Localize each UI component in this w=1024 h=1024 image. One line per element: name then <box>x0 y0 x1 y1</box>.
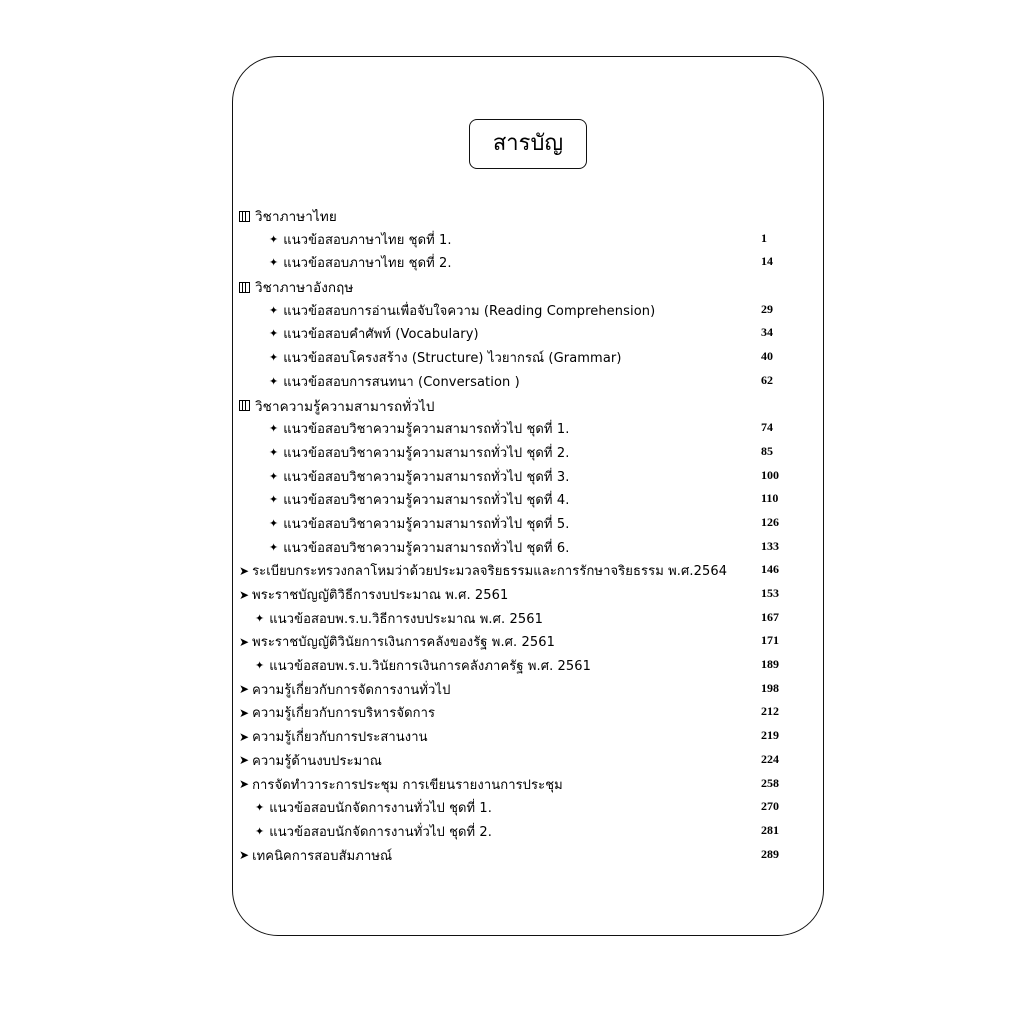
toc-entry-label: ระเบียบกระทรวงกลาโหมว่าด้วยประมวลจริยธรรมและการรักษาจริยธรรม พ.ศ.2564 <box>252 564 728 580</box>
diamond-bullet-icon: ✦ <box>255 801 265 815</box>
toc-entry-page: 40 <box>761 349 773 364</box>
toc-entry[interactable] <box>233 418 825 442</box>
toc-entry[interactable] <box>233 726 825 750</box>
toc-entry-label: แนวข้อสอบวิชาความรู้ความสามารถทั่วไป ชุดที่ 5. <box>283 516 570 532</box>
toc-entry-label: แนวข้อสอบนักจัดการงานทั่วไป ชุดที่ 2. <box>269 824 493 840</box>
toc-entry-page: 224 <box>761 751 779 766</box>
toc-entry-label: แนวข้อสอบวิชาความรู้ความสามารถทั่วไป ชุดที่ 6. <box>283 540 570 556</box>
toc-entry-label: แนวข้อสอบการสนทนา (Conversation ) <box>283 374 520 390</box>
diamond-bullet-icon: ✦ <box>269 469 279 483</box>
toc-entry-page: 74 <box>761 420 773 435</box>
book-icon <box>239 282 250 293</box>
toc-entry-page: 153 <box>761 586 779 600</box>
toc-entry[interactable] <box>233 323 825 347</box>
arrow-bullet-icon: ➤ <box>239 563 250 578</box>
diamond-bullet-icon: ✦ <box>269 540 279 554</box>
toc-entry-page: 167 <box>761 609 779 624</box>
toc-entry[interactable] <box>233 797 825 821</box>
toc-entry-label: เทคนิคการสอบสัมภาษณ์ <box>252 848 393 864</box>
diamond-bullet-icon: ✦ <box>269 374 279 388</box>
toc-entry-label: แนวข้อสอบภาษาไทย ชุดที่ 1. <box>283 232 452 248</box>
toc-entry-label: แนวข้อสอบวิชาความรู้ความสามารถทั่วไป ชุดที่ 3. <box>283 469 570 485</box>
toc-entry-page: 219 <box>761 728 779 743</box>
toc-entry-page: 258 <box>761 775 779 790</box>
toc-entry[interactable] <box>233 252 825 276</box>
toc-entry-page: 133 <box>761 538 779 553</box>
toc-entry[interactable] <box>233 395 825 419</box>
diamond-bullet-icon: ✦ <box>269 351 279 365</box>
toc-entry[interactable] <box>233 631 825 655</box>
diamond-bullet-icon: ✦ <box>269 445 279 459</box>
toc-entry-label: แนวข้อสอบการอ่านเพื่อจับใจความ (Reading Comprehension) <box>283 303 656 319</box>
toc-entry-label: ความรู้ด้านงบประมาณ <box>252 753 382 769</box>
toc-entry[interactable] <box>233 300 825 324</box>
toc-entry-label: วิชาภาษาอังกฤษ <box>255 280 354 297</box>
diamond-bullet-icon: ✦ <box>255 824 265 838</box>
toc-entry-label: แนวข้อสอบภาษาไทย ชุดที่ 2. <box>283 256 452 272</box>
arrow-bullet-icon: ➤ <box>239 682 250 697</box>
toc-entry-label: ความรู้เกี่ยวกับการจัดการงานทั่วไป <box>252 682 451 698</box>
toc-entry-page: 1 <box>761 230 767 245</box>
toc-entry-page: 289 <box>761 846 779 861</box>
toc-entry-page: 189 <box>761 657 779 672</box>
diamond-bullet-icon: ✦ <box>269 422 279 436</box>
page-title-text: สารบัญ <box>492 131 564 156</box>
toc-entry[interactable] <box>233 537 825 561</box>
book-icon <box>239 400 250 411</box>
toc-entry-page: 270 <box>761 799 779 814</box>
toc-entry[interactable] <box>233 774 825 798</box>
toc-entry-page: 281 <box>761 822 779 837</box>
toc-entry-page: 146 <box>761 562 779 577</box>
toc-entry-page: 62 <box>761 372 773 387</box>
toc-entry-page: 212 <box>761 704 779 719</box>
toc-entry[interactable] <box>233 655 825 679</box>
toc-entry[interactable] <box>233 229 825 253</box>
toc-entry-label: ความรู้เกี่ยวกับการประสานงาน <box>252 730 428 746</box>
toc-entry[interactable] <box>233 205 825 229</box>
toc-entry-label: ความรู้เกี่ยวกับการบริหารจัดการ <box>252 706 436 722</box>
toc-entry[interactable] <box>233 466 825 490</box>
toc-entry[interactable] <box>233 584 825 608</box>
toc-entry[interactable] <box>233 347 825 371</box>
toc-entry[interactable] <box>233 442 825 466</box>
diamond-bullet-icon: ✦ <box>269 232 279 246</box>
toc-entry-page: 198 <box>761 680 779 695</box>
toc-entry-label: แนวข้อสอบพ.ร.บ.วิธีการงบประมาณ พ.ศ. 2561 <box>269 611 543 627</box>
arrow-bullet-icon: ➤ <box>239 634 250 649</box>
toc-entry-label: วิชาภาษาไทย <box>255 209 337 225</box>
toc-entry-label: แนวข้อสอบนักจัดการงานทั่วไป ชุดที่ 1. <box>269 801 493 817</box>
toc-entry-page: 126 <box>761 514 779 529</box>
toc-entry[interactable] <box>233 513 825 537</box>
toc-entry[interactable] <box>233 702 825 726</box>
book-icon <box>239 211 250 222</box>
toc-entry[interactable] <box>233 608 825 632</box>
diamond-bullet-icon: ✦ <box>269 327 279 341</box>
toc-entry-label: แนวข้อสอบวิชาความรู้ความสามารถทั่วไป ชุดที่ 1. <box>283 422 570 438</box>
diamond-bullet-icon: ✦ <box>255 659 265 673</box>
table-of-contents <box>233 205 825 868</box>
arrow-bullet-icon: ➤ <box>239 753 250 768</box>
diamond-bullet-icon: ✦ <box>269 516 279 530</box>
toc-entry[interactable] <box>233 750 825 774</box>
toc-entry-page: 34 <box>761 325 773 340</box>
toc-entry[interactable] <box>233 276 825 300</box>
toc-entry-label: แนวข้อสอบคำศัพท์ (Vocabulary) <box>283 327 479 343</box>
toc-entry[interactable] <box>233 371 825 395</box>
diamond-bullet-icon: ✦ <box>269 303 279 317</box>
toc-entry-label: การจัดทำวาระการประชุม การเขียนรายงานการประชุม <box>252 777 563 793</box>
arrow-bullet-icon: ➤ <box>239 705 250 720</box>
toc-entry-label: วิชาความรู้ความสามารถทั่วไป <box>255 398 435 415</box>
toc-entry[interactable] <box>233 679 825 703</box>
document-page <box>232 56 824 936</box>
page-title <box>469 119 587 169</box>
toc-entry-label: พระราชบัญญัติวินัยการเงินการคลังของรัฐ พ.ศ. 2561 <box>252 635 555 651</box>
toc-entry-page: 29 <box>761 301 773 316</box>
diamond-bullet-icon: ✦ <box>269 493 279 507</box>
toc-entry-label: แนวข้อสอบวิชาความรู้ความสามารถทั่วไป ชุดที่ 4. <box>283 493 570 509</box>
arrow-bullet-icon: ➤ <box>239 587 250 602</box>
toc-entry[interactable] <box>233 821 825 845</box>
toc-entry[interactable] <box>233 845 825 869</box>
toc-entry-label: แนวข้อสอบพ.ร.บ.วินัยการเงินการคลังภาครัฐ พ.ศ. 2561 <box>269 659 592 675</box>
toc-entry-page: 100 <box>761 467 779 482</box>
arrow-bullet-icon: ➤ <box>239 729 250 744</box>
diamond-bullet-icon: ✦ <box>255 611 265 625</box>
toc-entry[interactable] <box>233 560 825 584</box>
arrow-bullet-icon: ➤ <box>239 848 250 863</box>
diamond-bullet-icon: ✦ <box>269 256 279 270</box>
toc-entry-page: 85 <box>761 443 773 458</box>
toc-entry-label: พระราชบัญญัติวิธีการงบประมาณ พ.ศ. 2561 <box>252 588 509 603</box>
toc-entry-label: แนวข้อสอบโครงสร้าง (Structure) ไวยากรณ์ (Grammar) <box>283 351 622 367</box>
arrow-bullet-icon: ➤ <box>239 777 250 791</box>
toc-entry-label: แนวข้อสอบวิชาความรู้ความสามารถทั่วไป ชุดที่ 2. <box>283 445 570 461</box>
toc-entry-page: 14 <box>761 254 773 269</box>
toc-entry-page: 110 <box>761 491 779 506</box>
toc-entry[interactable] <box>233 489 825 513</box>
toc-entry-page: 171 <box>761 633 779 648</box>
